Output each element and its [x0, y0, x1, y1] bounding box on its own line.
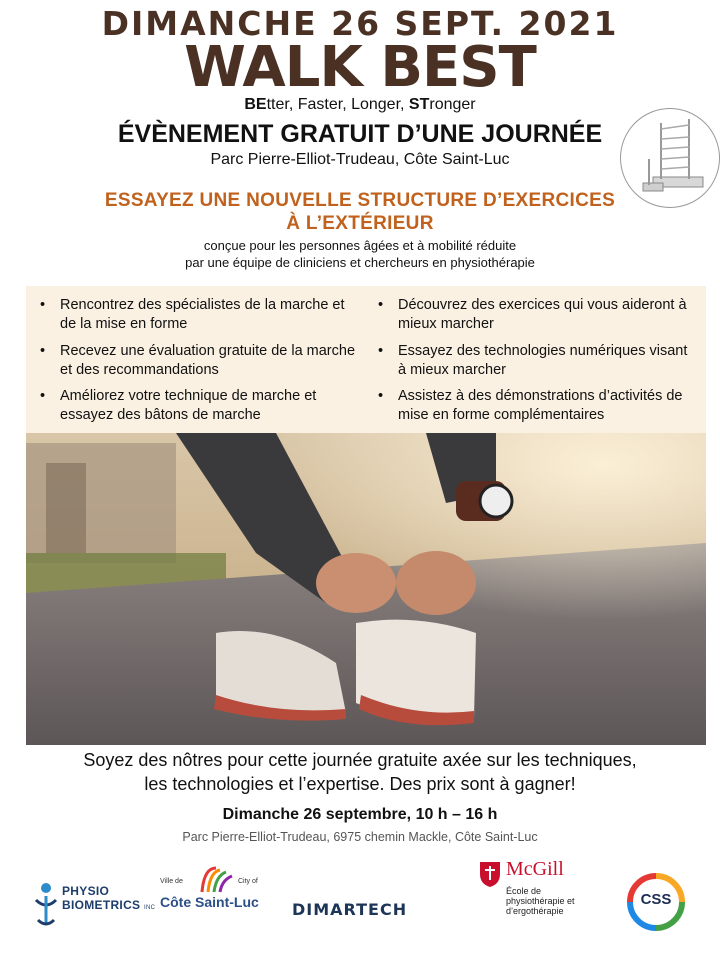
event-title: ÉVÈNEMENT GRATUIT D’UNE JOURNÉE [117, 120, 603, 148]
physio-biometrics-logo: PHYSIO BIOMETRICS INC [32, 874, 162, 934]
tagline: BEtter, Faster, Longer, STronger [244, 96, 476, 113]
bullet-item: • Améliorez votre technique de marche et essayez des bâtons de marche [40, 388, 317, 423]
bullet-item: • Découvrez des exercices qui vous aideront à mieux marcher [378, 297, 687, 332]
activities-box [26, 286, 706, 433]
promo-heading-line1: ESSAYEZ UNE NOUVELLE STRUCTURE D’EXERCICES [104, 190, 616, 211]
bullet-item: • Recevez une évaluation gratuite de la marche et des recommandations [40, 343, 356, 378]
cote-saint-luc-logo: Ville de City of Côte Saint-Luc [160, 864, 270, 914]
shoe-tying-photo [26, 433, 706, 745]
event-datetime: Dimanche 26 septembre, 10 h – 16 h [222, 806, 498, 823]
bullet-item: • Assistez à des démonstrations d’activités de mise en forme complémentaires [378, 388, 683, 423]
event-location: Parc Pierre-Elliot-Trudeau, Côte Saint-Luc [210, 151, 510, 168]
bullet-item: • Essayez des technologies numériques visant à mieux marcher [378, 343, 688, 378]
css-logo: CSS [626, 872, 686, 932]
promo-sub-line2: par une équipe de cliniciens et chercheurs en physiothérapie [185, 255, 535, 270]
event-address: Parc Pierre-Elliot-Trudeau, 6975 chemin Mackle, Côte Saint-Luc [182, 830, 538, 844]
promo-sub-line1: conçue pour les personnes âgées et à mobilité réduite [203, 238, 517, 253]
mcgill-logo: McGill École de physiothérapie et d’ergothérapie [478, 858, 598, 928]
promo-heading-line2: À L’EXTÉRIEUR [286, 213, 434, 234]
event-date: DIMANCHE 26 SEPT. 2021 [101, 4, 619, 43]
dimartech-logo: DIMARTECH [292, 900, 408, 919]
invitation-text: Soyez des nôtres pour cette journée gratuite axée sur les techniques, les technologies et l’expertise. Des prix sont à gagner! [83, 750, 637, 794]
bullet-item: • Rencontrez des spécialistes de la marche et de la mise en forme [40, 297, 345, 332]
main-title: WALK BEST [184, 35, 536, 100]
